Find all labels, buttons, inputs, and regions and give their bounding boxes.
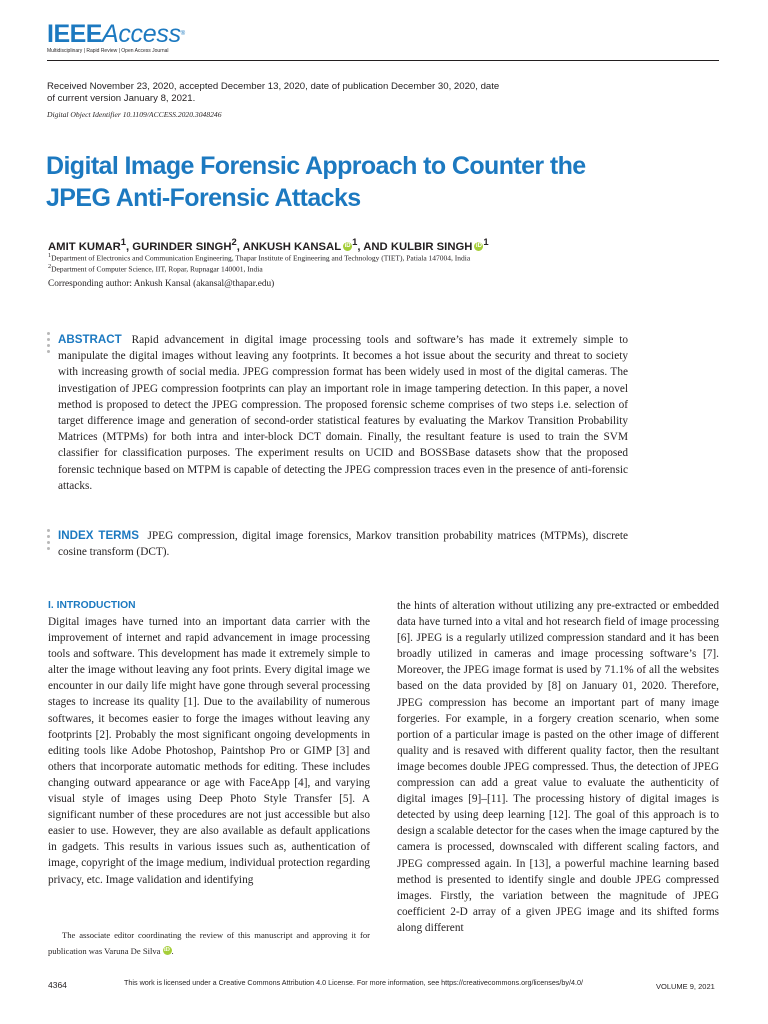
logo-ieee: IEEE xyxy=(47,20,102,48)
author-name: , GURINDER SINGH xyxy=(126,240,232,253)
body-paragraph: the hints of alteration without utilizing any pre-extracted or embedded data have turned into a vital and hot research field of image processing [6]. JPEG is a regularly utilized compression standard and it has been broadly utilized in cameras and image processing software’s [7]. Moreover, the JPEG image format is used by 71.1% of all the websites based on the data provided by [8] on January 01, 2020. Therefore, JPEG compression has become an important part of many image forgeries. For example, in a forgery creation scenario, when some portion of a particular image is pasted on the other image of different quality and is resaved with different quality factor, then the resultant image becomes double JPEG compressed. Thus, the detection of JPEG compression can add a great value to evaluate the authenticity of digital images [9]–[11]. The processing history of digital images is detected by using deep learning [12]. The goal of this approach is to design a scalable detector for the cases when the image captured by the camera is processed, downscaled with different scaling factors, and JPEG compressed again. In [13], a powerful machine learning based method is presented to identify single and double JPEG compressed images. Firstly, the variation between the magnitude of JPEG coefficient 2-D array of a given JPEG image and its shifted forms along different xyxy=(397,600,719,934)
logo-access: Access xyxy=(101,20,181,48)
editor-footnote: The associate editor coordinating the review of this manuscript and approving it for publication was Varuna De Silva iD . xyxy=(48,930,370,956)
index-terms-marker xyxy=(47,529,51,553)
page-number: 4364 xyxy=(48,980,67,990)
doi: Digital Object Identifier 10.1109/ACCESS.2020.3048246 xyxy=(47,110,222,119)
index-terms-label: INDEX TERMS xyxy=(58,529,139,542)
index-terms-text: JPEG compression, digital image forensics, Markov transition probability matrices (MTPMs), discrete cosine transform (DCT). xyxy=(58,530,629,559)
received-dates: Received November 23, 2020, accepted December 13, 2020, date of publication December 30, 2020, date of current version January 8, 2021. xyxy=(47,81,500,104)
author-name: AMIT KUMAR xyxy=(48,240,121,253)
author-name: , ANKUSH KANSAL xyxy=(236,240,342,253)
abstract-marker xyxy=(47,332,51,356)
header-rule xyxy=(47,60,719,61)
journal-tagline: Multidisciplinary | Rapid Review | Open Access Journal xyxy=(47,48,169,54)
abstract xyxy=(58,332,628,494)
abstract-text: Rapid advancement in digital image processing tools and software’s has made it extremely simple to manipulate the digital images without leaving any footprints. It becomes a hot issue about the security and threat to society with increasing growth of social media. JPEG compression format has been widely used in most of the digital cameras. The investigation of JPEG compression footprints can play an important role in image tampering detection. In this paper, a novel method is proposed to detect the JPEG compression. The proposed forensic scheme comprises of two steps i.e. selection of target difference image and generation of second-order statistical features by evaluating the Markov Transition Probability Matrices (MTPMs) for both intra and inter-block DCT domain. Finally, the resultant feature is used to train the SVM classifier for classification purposes. The experiment results on UCID and BOSSBase datasets show that the proposed forensic technique based on MTPM is capable of detecting the JPEG compression traces even in the presence of anti-forensic attacks. xyxy=(58,334,628,492)
orcid-icon[interactable]: iD xyxy=(475,242,482,249)
orcid-icon[interactable]: iD xyxy=(344,242,351,249)
author-list: AMIT KUMAR$^1$, GURINDER SINGH$^2$, ANKUSH KANSAL iD $^1$, AND KULBIR SINGH iD $^1$ xyxy=(48,236,489,253)
right-column xyxy=(397,598,719,936)
affiliation: $^2$Department of Computer Science, IIT, Ropar, Rupnagar 140001, India xyxy=(48,263,263,274)
corresponding-author: Corresponding author: Ankush Kansal (akansal@thapar.edu) xyxy=(48,279,275,289)
orcid-icon[interactable]: iD xyxy=(164,946,170,953)
license-notice[interactable]: This work is licensed under a Creative Commons Attribution 4.0 License. For more information, see https://creativecommons.org/licenses/by/4.0/ xyxy=(124,978,584,987)
affiliation: $^1$Department of Electronics and Communication Engineering, Thapar Institute of Engineering and Technology (TIET), Patiala 147004, India xyxy=(48,252,471,263)
abstract-label: ABSTRACT xyxy=(58,333,122,346)
body-paragraph: Digital images have turned into an important data carrier with the improvement of internet and rapid advancement in image processing tools and software. This development has made it extremely simple to alter the image without leaving any foot prints. Every digital image we encounter in our daily life might have gone through several processing stages to increase its quality [1]. Due to the availability of numerous softwares, it becomes easier to forge the images without leaving any footprints [2]. Probably the most significant ongoing developments in editing tools like Adobe Photoshop, Paintshop Pro or GIMP [3] and others that incorporate automatic methods for editing. These includes changing outward appearance or age with FaceApp [4], and varying visual style of images using Deep Photo Style Transfer [5]. A significant number of these procedures are not just accessible but also easier to use. However, they are also available as default applications in gadgets. This results in various issues such as, authentication of image, copyright of the image medium, individual protection regarding privacy, etc. Image validation and identifying xyxy=(48,616,370,886)
author-name: , AND KULBIR SINGH xyxy=(357,240,473,253)
section-heading: I. INTRODUCTION xyxy=(48,600,136,611)
paper-title: Digital Image Forensic Approach to Counter the JPEG Anti-Forensic Attacks xyxy=(46,152,586,212)
index-terms xyxy=(58,528,628,560)
journal-logo: IEEEAccess® Multidisciplinary | Rapid Review | Open Access Journal xyxy=(47,20,186,54)
volume-label: VOLUME 9, 2021 xyxy=(656,982,715,991)
left-column xyxy=(48,598,370,888)
